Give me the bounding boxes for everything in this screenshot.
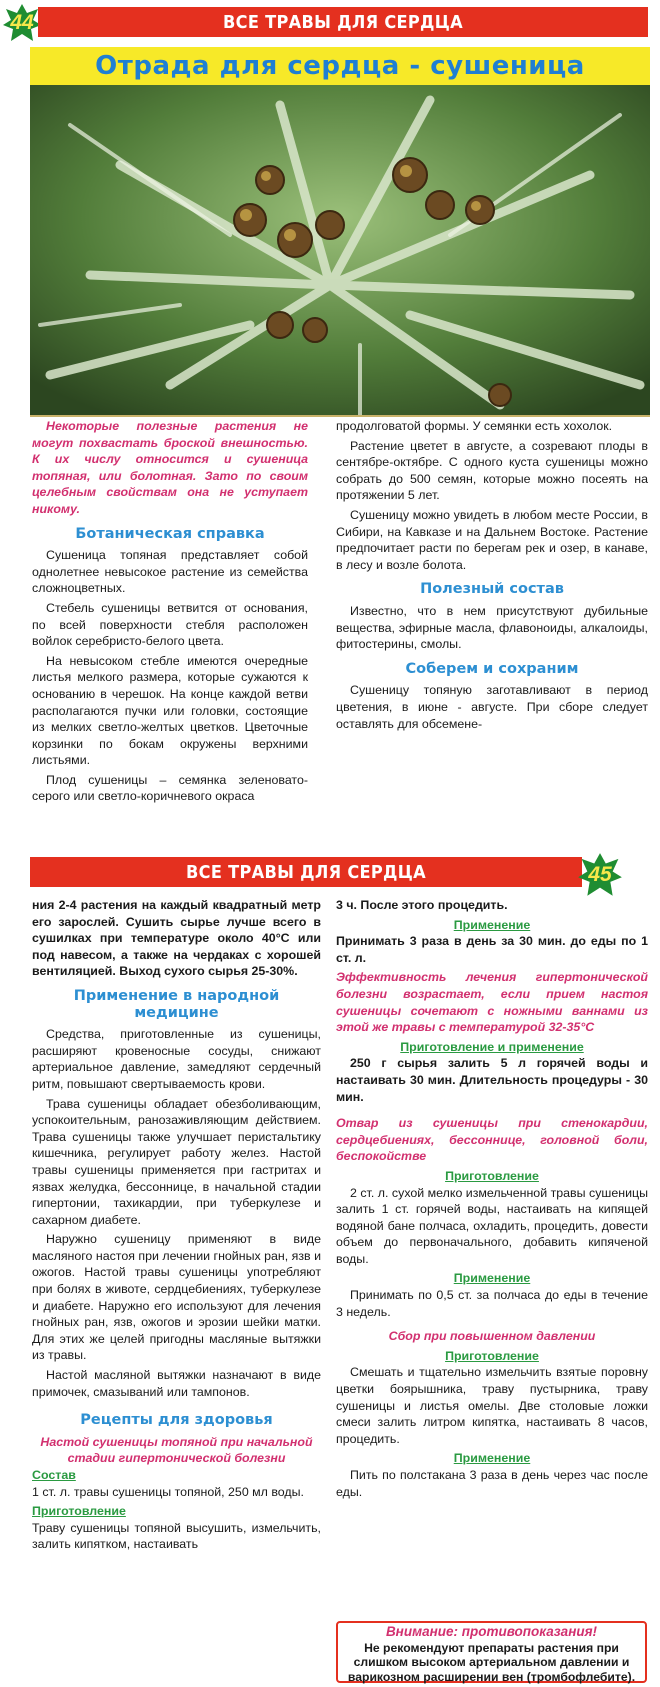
paragraph: Плод сушеницы – семянка зеленовато-серого или светло-коричневого окраса <box>32 772 308 804</box>
paragraph: Принимать по 0,5 ст. за полчаса до еды в течение 3 недель. <box>336 1288 648 1319</box>
paragraph: Известно, что в нем присутствуют дубильные вещества, эфирные масла, флавоноиды, алкалоиды, фитостерины, смолы. <box>336 603 648 652</box>
paragraph: Пить по полстакана 3 раза в день через час после еды. <box>336 1468 648 1499</box>
subheading-preparation: Приготовление <box>32 1504 126 1519</box>
subheading-preparation: Приготовление <box>445 1168 539 1183</box>
paragraph: Смешать и тщательно измельчить взятые поровну цветки боярышника, траву пустырника, траву сушеницы и листья омелы. Две столовые ложки смеси залить литром кипятка, настаивать 8 часов, процедить. <box>336 1365 648 1446</box>
paragraph: Принимать 3 раза в день за 30 мин. до еды по 1 ст. л. <box>336 934 648 965</box>
recipe-title: Сбор при повышенном давлении <box>388 1329 596 1344</box>
heading-composition: Полезный состав <box>420 581 564 598</box>
paragraph: Растение цветет в августе, а созревают плоды в сентябре-октябре. С одного куста сушеницы можно собрать до 500 семян, которые можно посеять на протяжении 5 лет. <box>336 438 648 503</box>
paragraph: Настой масляной вытяжки назначают в виде примочек, смазываний или тампонов. <box>32 1368 321 1399</box>
note-text: Эффективность лечения гипертонической болезни возрастает, если прием настоя сушеницы сочетают с ножными ваннами из этой же травы с температурой 32-35°С <box>336 970 648 1035</box>
paragraph: Сушеницу можно увидеть в любом месте России, в Сибири, на Кавказе и на Дальнем Востоке. Растение предпочитает расти по берегам рек и озер, в канаве, в лесу и возле болота. <box>336 507 648 572</box>
page-number-45: 45 <box>577 852 623 898</box>
heading-folk-medicine: Применение в народной медицине <box>73 987 280 1021</box>
upper-left-column <box>32 418 308 808</box>
upper-right-column <box>336 418 648 735</box>
paragraph: Трава сушеницы обладает обезболивающим, успокоительным, ранозаживляющим действием. Трава сушеницы также улучшает перистальтику кишечника, регулирует работу желез. Настой травы сушеницы применяется при гастритах и язвах желудка, бессоннице, в начальной стадии гипертонии, тахикардии, при туберкулезе и сахарном диабете. <box>32 1096 321 1227</box>
intro-text: Некоторые полезные растения не могут похвастать броской внешностью. К их числу относится и сушеница топяная, или болотная. Зато по своим целебным свойствам она не уступает никому. <box>32 419 308 516</box>
recipe-title: Отвар из сушеницы при стенокардии, сердцебиениях, бессоннице, головной боли, беспокойстве <box>336 1116 648 1164</box>
paragraph: 2 ст. л. сухой мелко измельченной травы сушеницы залить 1 ст. горячей воды, настаивать на кипящей водяной бане полчаса, охладить, процедить, довести объем до первоначального, добавить кипяченой воды. <box>336 1185 648 1266</box>
paragraph: продолговатой формы. У семянки есть хохолок. <box>336 419 613 433</box>
paragraph: Сушеница топяная представляет собой однолетнее невысокое растение из семейства сложноцветных. <box>32 548 308 596</box>
subheading-usage: Применение <box>453 1451 531 1466</box>
heading-recipes: Рецепты для здоровья <box>80 1412 273 1429</box>
subheading-prep-usage: Приготовление и применение <box>400 1039 584 1054</box>
recipe-title: Настой сушеницы топяной при начальной стадии гипертонической болезни <box>40 1434 313 1466</box>
heading-collect: Соберем и сохраним <box>405 660 579 677</box>
paragraph: 3 ч. После этого процедить. <box>336 898 508 912</box>
plant-photo <box>30 85 650 417</box>
paragraph: ния 2-4 растения на каждый квадратный метр его зарослей. Сушить сырье лучше всего в сушилках при температуре около 40°С или под навесом, а также на чердаках с хорошей вентиляцией. Выход сухого сырья 25-30%. <box>32 898 321 979</box>
paragraph: Стебель сушеницы ветвится от основания, по всей поверхности стебля расположен войлок серебристо-белого цвета. <box>32 600 308 649</box>
paragraph: Сушеницу топяную заготавливают в период цветения, в июне - августе. При сборе следует оставлять для обсемене- <box>336 683 648 731</box>
heading-botanical: Ботаническая справка <box>75 525 265 542</box>
contraindications-box <box>336 1621 647 1683</box>
subheading-usage: Применение <box>453 917 531 932</box>
rubric-header-top: ВСЕ ТРАВЫ ДЛЯ СЕРДЦА <box>38 7 648 37</box>
paragraph: Наружно сушеницу применяют в виде масляного настоя при лечении гнойных ран, язв и ожогов. Настой травы сушеницы употребляют при болях в животе, сердцебиениях, туберкулезе и диабете. Наружно его используют для лечения гнойных ран, язв, ожогов и эрозии шейки матки. Для этих же целей пригодны масляные вытяжки из травы. <box>32 1232 321 1363</box>
subheading-usage: Применение <box>453 1271 531 1286</box>
paragraph: 1 ст. л. травы сушеницы топяной, 250 мл воды. <box>32 1484 304 1499</box>
subheading-ingredients: Состав <box>32 1468 76 1482</box>
paragraph: Траву сушеницы топяной высушить, измельчить, залить кипятком, настаивать <box>32 1520 321 1552</box>
paragraph: На невысоком стебле имеются очередные листья мелкого размера, которые сужаются к основанию в черешок. На конце каждой ветви располагаются пучки или головки, состоящие из мелких светло-желтых цветков. Цветочные корзинки по бокам окружены верхними листьями. <box>32 653 308 768</box>
warning-title: Внимание: противопоказания! <box>385 1624 598 1639</box>
paragraph: 250 г сырья залить 5 л горячей воды и настаивать 30 мин. Длительность процедуры - 30 мин. <box>336 1056 648 1104</box>
paragraph: Средства, приготовленные из сушеницы, расширяют кровеносные сосуды, снижают артериальное давление, замедляют сердечный ритм, повышают свертываемость крови. <box>32 1027 321 1091</box>
lower-left-column <box>32 897 321 1556</box>
subheading-preparation: Приготовление <box>445 1348 539 1363</box>
lower-right-column <box>336 897 648 1503</box>
article-title: Отрада для сердца - сушеница <box>30 47 650 85</box>
page-number-44: 44 <box>2 3 42 43</box>
rubric-header-middle: ВСЕ ТРАВЫ ДЛЯ СЕРДЦА <box>30 857 582 887</box>
warning-text: Не рекомендуют препараты растения при слишком высоком артериальном давлении и варикозном расширении вен (тромбофлебите). <box>347 1640 636 1684</box>
